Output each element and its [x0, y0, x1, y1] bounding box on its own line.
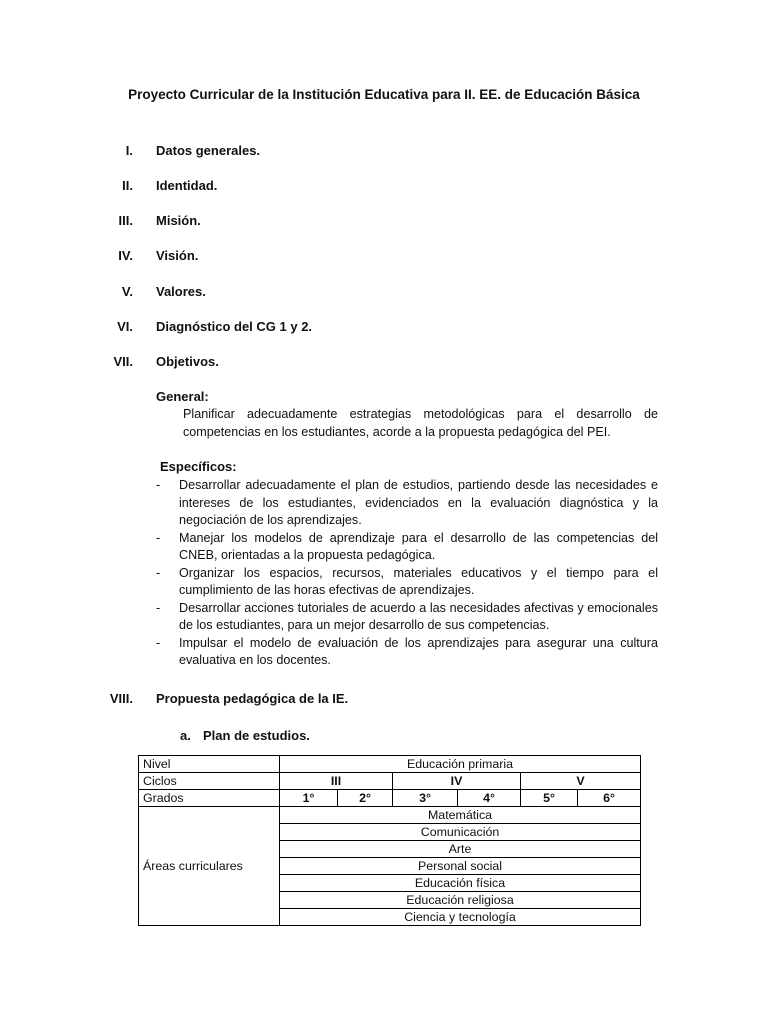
- grados-label: Grados: [139, 790, 280, 807]
- section-number: VII.: [113, 354, 133, 369]
- plan-heading: Plan de estudios.: [203, 728, 310, 743]
- objective-text: Manejar los modelos de aprendizaje para el desarrollo de las competencias del CNEB, orientadas a la propuesta pedagógica.: [179, 530, 658, 562]
- section-label: Diagnóstico del CG 1 y 2.: [156, 319, 313, 334]
- nivel-label: Nivel: [139, 756, 280, 773]
- section-number: VI.: [117, 319, 133, 334]
- objective-text: Impulsar el modelo de evaluación de los aprendizajes para asegurar una cultura evaluativa en los docentes.: [179, 635, 658, 667]
- objective-text: Desarrollar adecuadamente el plan de estudios, partiendo desde las necesidades e intereses de los estudiantes, evidenciados en la evaluación diagnóstica y la negociación de los aprendizajes.: [179, 478, 658, 527]
- bullet-dash: -: [156, 530, 161, 545]
- section-number: V.: [121, 284, 133, 299]
- area-cell: Educación física: [280, 875, 641, 892]
- bullet-dash: -: [156, 565, 161, 580]
- area-cell: Matemática: [280, 807, 641, 824]
- list-item: [156, 477, 658, 530]
- area-cell: Ciencia y tecnología: [280, 909, 641, 926]
- section-label: Valores.: [156, 284, 206, 299]
- section-label: Propuesta pedagógica de la IE.: [156, 691, 349, 706]
- area-cell: Comunicación: [280, 824, 641, 841]
- section-label: Identidad.: [156, 178, 218, 193]
- list-item: [156, 565, 658, 600]
- grado-cell: 3°: [393, 790, 458, 807]
- bullet-dash: -: [156, 635, 161, 650]
- ciclo-cell: III: [280, 773, 393, 790]
- grado-cell: 1°: [280, 790, 338, 807]
- table-row: [139, 756, 641, 773]
- section-number: I.: [125, 143, 133, 158]
- nivel-value: Educación primaria: [280, 756, 641, 773]
- specific-objectives-list: [156, 477, 658, 670]
- grado-cell: 5°: [521, 790, 578, 807]
- grado-cell: 6°: [578, 790, 641, 807]
- area-cell: Personal social: [280, 858, 641, 875]
- list-item: [156, 530, 658, 565]
- ciclo-cell: IV: [393, 773, 521, 790]
- table-row: [139, 790, 641, 807]
- ciclos-label: Ciclos: [139, 773, 280, 790]
- plan-de-estudios-table: [138, 755, 641, 926]
- area-cell: Educación religiosa: [280, 892, 641, 909]
- bullet-dash: -: [156, 600, 161, 615]
- grado-cell: 4°: [458, 790, 521, 807]
- table-row: [139, 807, 641, 824]
- section-number: IV.: [118, 248, 133, 263]
- general-heading: General:: [156, 389, 209, 404]
- section-label: Visión.: [156, 248, 199, 263]
- document-title: Proyecto Curricular de la Institución Educativa para II. EE. de Educación Básica: [128, 87, 640, 102]
- section-label: Datos generales.: [156, 143, 261, 158]
- section-number: III.: [118, 213, 133, 228]
- bullet-dash: -: [156, 478, 161, 492]
- areas-label: Áreas curriculares: [139, 807, 280, 926]
- ciclo-cell: V: [521, 773, 641, 790]
- objective-text: Desarrollar acciones tutoriales de acuerdo a las necesidades afectivas y emocionales de los estudiantes, para un mejor desarrollo de sus competencias.: [179, 600, 658, 632]
- list-item: [156, 635, 658, 670]
- section-label: Objetivos.: [156, 354, 219, 369]
- list-item: [156, 600, 658, 635]
- section-number: II.: [122, 178, 133, 193]
- plan-marker: a.: [180, 728, 191, 743]
- general-objective: Planificar adecuadamente estrategias metodológicas para el desarrollo de competencias en los estudiantes, acorde a la propuesta pedagógica del PEI.: [183, 407, 658, 439]
- section-number: VIII.: [109, 691, 133, 706]
- section-label: Misión.: [156, 213, 201, 228]
- especificos-heading: Específicos:: [160, 459, 237, 474]
- table-row: [139, 773, 641, 790]
- area-cell: Arte: [280, 841, 641, 858]
- objective-text: Organizar los espacios, recursos, materiales educativos y el tiempo para el cumplimiento de las horas efectivas de aprendizajes.: [179, 565, 658, 597]
- grado-cell: 2°: [338, 790, 393, 807]
